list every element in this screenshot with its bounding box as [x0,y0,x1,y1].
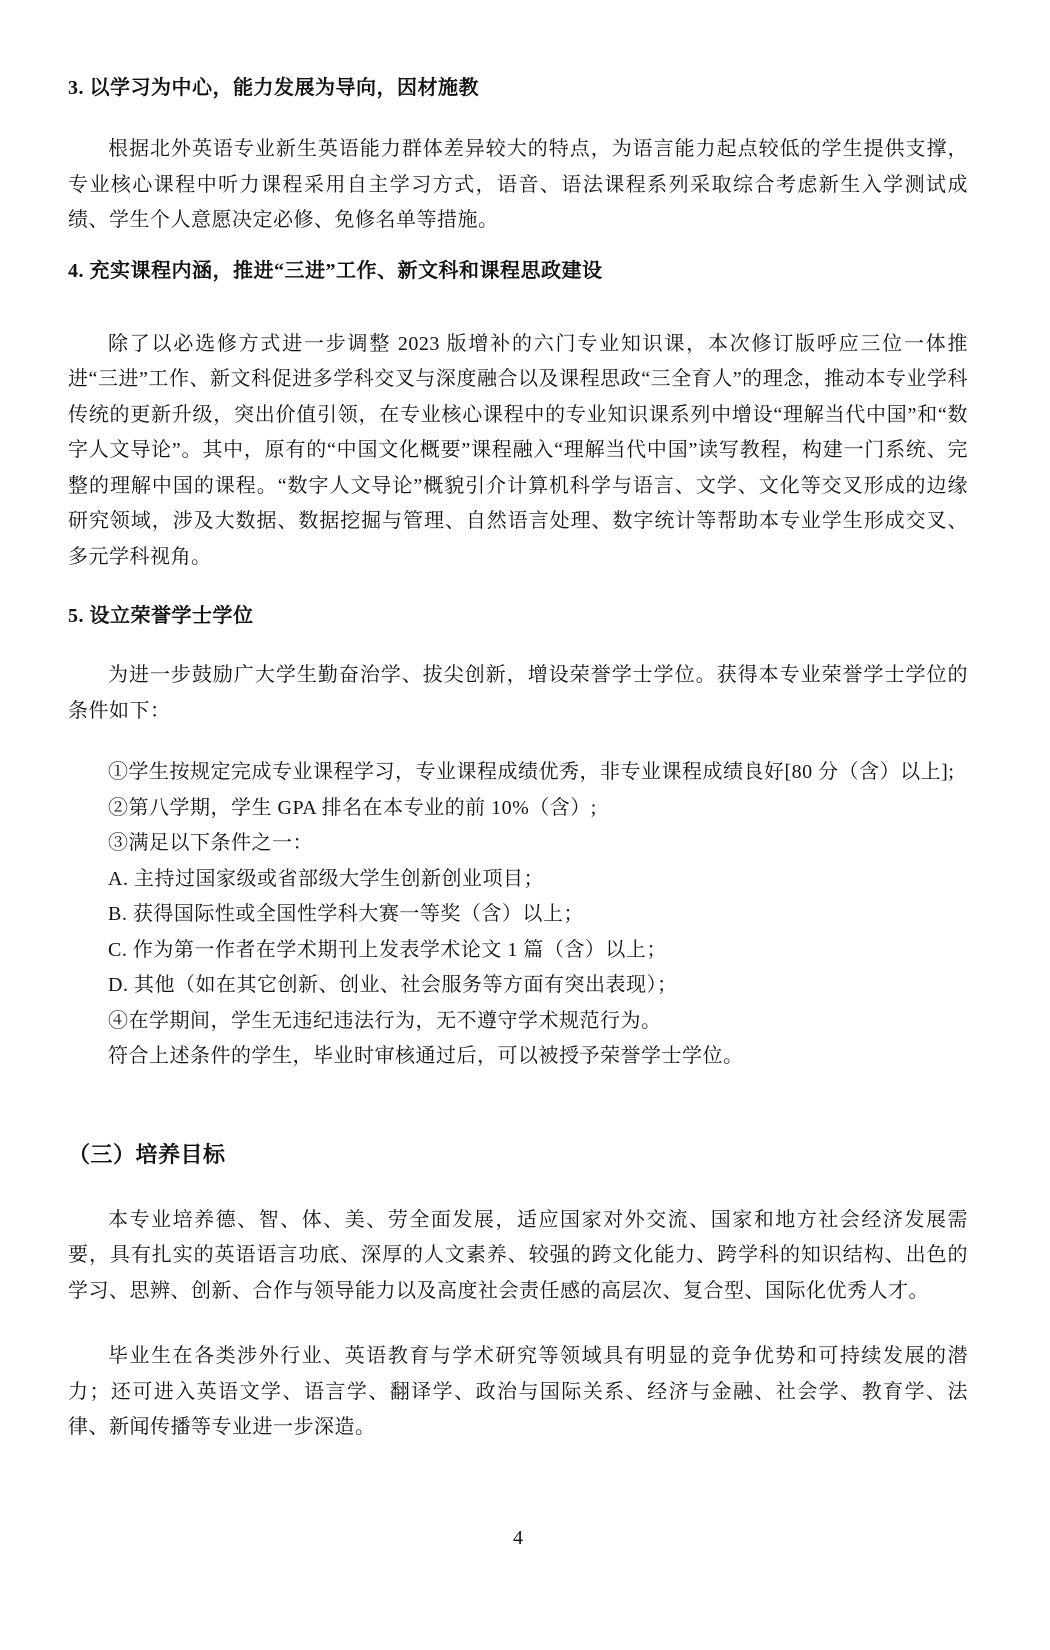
page-number: 4 [513,1526,523,1549]
heading-section-3-training-goals: （三）培养目标 [68,1141,226,1167]
honor-condition-3d: D. 其他（如在其它创新、创业、社会服务等方面有突出表现）； [108,974,678,996]
heading-item-5: 5. 设立荣誉学士学位 [68,605,254,627]
paragraph-item-3: 根据北外英语专业新生英语能力群体差异较大的特点，为语言能力起点较低的学生提供支撑，专业核心课程中听力课程采用自主学习方式，语音、语法课程系列采取综合考虑新生入学测试成绩、学生个人意愿决定必修、免修名单等措施。 [68,138,968,231]
honor-condition-1: ①学生按规定完成专业课程学习，专业课程成绩优秀，非专业课程成绩良好[80 分（含）以上]; [108,761,955,783]
honor-condition-3c: C. 作为第一作者在学术期刊上发表学术论文 1 篇（含）以上； [108,938,667,961]
heading-item-3: 3. 以学习为中心，能力发展为导向，因材施教 [68,77,479,99]
honor-conditions-list [68,755,968,1075]
heading-item-4: 4. 充实课程内涵，推进“三进”工作、新文科和课程思政建设 [68,259,603,282]
honor-condition-3b: B. 获得国际性或全国性学科大赛一等奖（含）以上； [108,903,584,925]
honor-condition-3: ③满足以下条件之一： [108,832,313,854]
paragraph-item-4: 除了以必选修方式进一步调整 2023 版增补的六门专业知识课，本次修订版呼应三位一体推进“三进”工作、新文科促进多学科交叉与深度融合以及课程思政“三全育人”的理念，推动本专业学科传统的更新升级，突出价值引领，在专业核心课程中的专业知识课系列中增设“理解当代中国”和“数字人文导论”。其中，原有的“中国文化概要”课程融入“理解当代中国”读写教程，构建一门系统、完整的理解中国的课程。“数字人文导论”概貌引介计算机科学与语言、文学、文化等交叉形成的边缘研究领域，涉及大数据、数据挖掘与管理、自然语言处理、数字统计等帮助本专业学生形成交叉、多元学科视角。 [68,332,968,568]
honor-condition-3a: A. 主持过国家级或省部级大学生创新创业项目； [108,867,544,890]
honor-condition-4: ④在学期间，学生无违纪违法行为，无不遵守学术规范行为。 [108,1009,662,1032]
honor-condition-2: ②第八学期，学生 GPA 排名在本专业的前 10%（含）; [108,796,597,819]
honor-conclusion: 符合上述条件的学生，毕业时审核通过后，可以被授予荣誉学士学位。 [108,1045,744,1067]
paragraph-item-5: 为进一步鼓励广大学生勤奋治学、拔尖创新，增设荣誉学士学位。获得本专业荣誉学士学位的条件如下： [68,664,968,722]
paragraph-training-goal-1: 本专业培养德、智、体、美、劳全面发展，适应国家对外交流、国家和地方社会经济发展需要，具有扎实的英语语言功底、深厚的人文素养、较强的跨文化能力、跨学科的知识结构、出色的学习、思辨、创新、合作与领导能力以及高度社会责任感的高层次、复合型、国际化优秀人才。 [68,1208,968,1302]
paragraph-training-goal-2: 毕业生在各类涉外行业、英语教育与学术研究等领域具有明显的竞争优势和可持续发展的潜力；还可进入英语文学、语言学、翻译学、政治与国际关系、经济与金融、社会学、教育学、法律、新闻传播等专业进一步深造。 [68,1345,968,1438]
